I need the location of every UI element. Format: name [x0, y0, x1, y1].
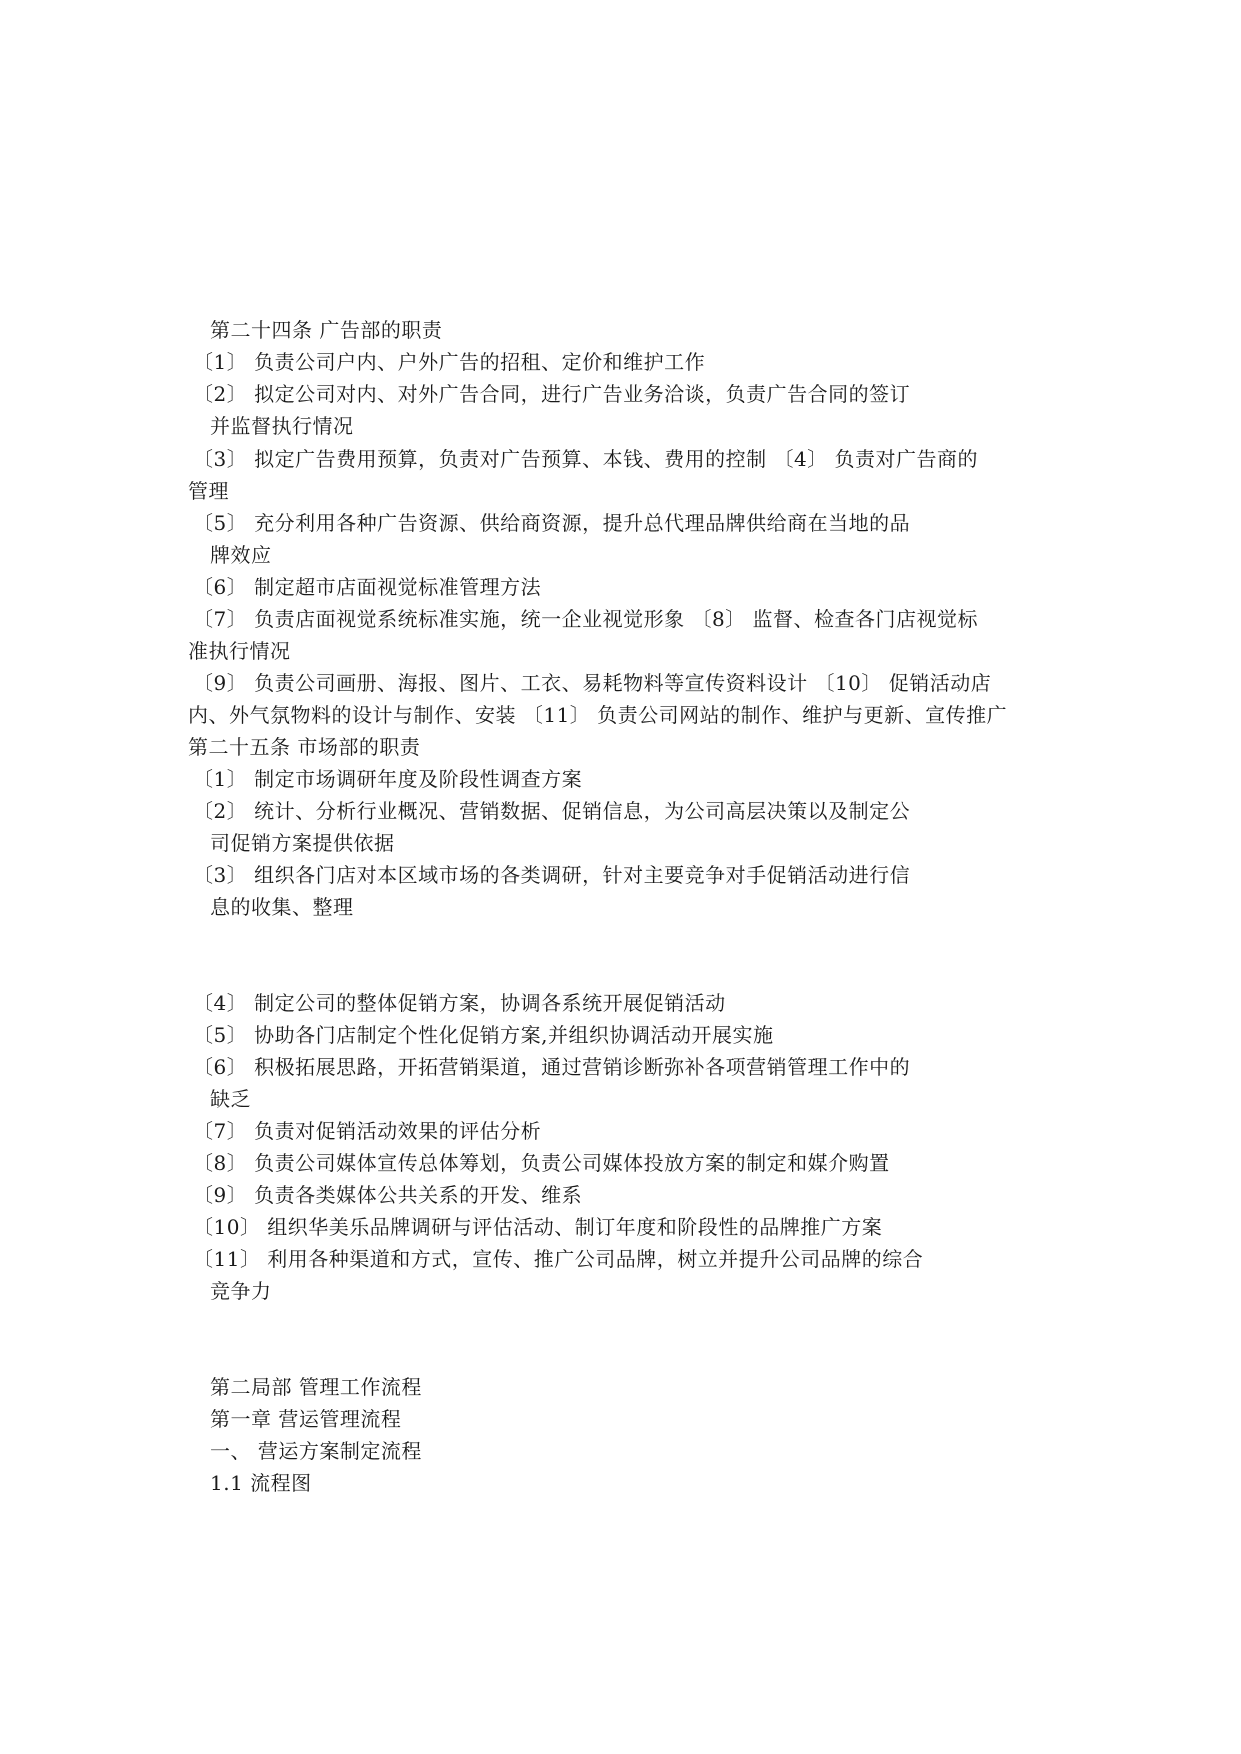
list-item: 〔10〕 组织华美乐品牌调研与评估活动、制订年度和阶段性的品牌推广方案 [193, 1215, 883, 1239]
article-25-heading: 第二十五条 市场部的职责 [188, 735, 421, 759]
list-item: 〔3〕 拟定广告费用预算，负责对广告预算、本钱、费用的控制 〔4〕 负责对广告商的 [193, 447, 979, 471]
list-item: 〔1〕 制定市场调研年度及阶段性调查方案 [193, 767, 583, 791]
list-item: 〔9〕 负责公司画册、海报、图片、工衣、易耗物料等宣传资料设计 〔10〕 促销活动店 [193, 671, 992, 695]
article-24-heading: 第二十四条 广告部的职责 [210, 318, 443, 342]
list-item: 〔11〕 利用各种渠道和方式，宣传、推广公司品牌，树立并提升公司品牌的综合 [193, 1247, 924, 1271]
list-item: 〔2〕 统计、分析行业概况、营销数据、促销信息，为公司高层决策以及制定公 [193, 799, 911, 823]
list-item-continuation: 竞争力 [210, 1279, 272, 1303]
list-item-continuation: 内、外气氛物料的设计与制作、安装 〔11〕 负责公司网站的制作、维护与更新、宣传推广 [188, 703, 1008, 727]
list-item: 〔2〕 拟定公司对内、对外广告合同，进行广告业务洽谈，负责广告合同的签订 [193, 382, 911, 406]
list-item: 〔3〕 组织各门店对本区域市场的各类调研，针对主要竞争对手促销活动进行信 [193, 863, 911, 887]
part-heading: 第二局部 管理工作流程 [210, 1375, 422, 1399]
chapter-heading: 第一章 营运管理流程 [210, 1407, 402, 1431]
list-item-continuation: 准执行情况 [188, 639, 291, 663]
list-item: 〔9〕 负责各类媒体公共关系的开发、维系 [193, 1183, 583, 1207]
list-item-continuation: 管理 [188, 479, 229, 503]
list-item: 〔1〕 负责公司户内、户外广告的招租、定价和维护工作 [193, 350, 706, 374]
list-item-continuation: 牌效应 [210, 543, 272, 567]
list-item-continuation: 息的收集、整理 [210, 895, 354, 919]
list-item: 〔6〕 积极拓展思路，开拓营销渠道，通过营销诊断弥补各项营销管理工作中的 [193, 1055, 911, 1079]
subsection-heading: 1.1 流程图 [210, 1471, 312, 1495]
list-item: 〔7〕 负责店面视觉系统标准实施，统一企业视觉形象 〔8〕 监督、检查各门店视觉标 [193, 607, 979, 631]
list-item: 〔8〕 负责公司媒体宣传总体筹划，负责公司媒体投放方案的制定和媒介购置 [193, 1151, 890, 1175]
list-item: 〔4〕 制定公司的整体促销方案，协调各系统开展促销活动 [193, 991, 726, 1015]
section-heading: 一、 营运方案制定流程 [210, 1439, 422, 1463]
list-item-continuation: 缺乏 [210, 1087, 251, 1111]
list-item-continuation: 司促销方案提供依据 [210, 831, 395, 855]
list-item: 〔5〕 充分利用各种广告资源、供给商资源，提升总代理品牌供给商在当地的品 [193, 511, 911, 535]
list-item: 〔7〕 负责对促销活动效果的评估分析 [193, 1119, 542, 1143]
list-item: 〔5〕 协助各门店制定个性化促销方案,并组织协调活动开展实施 [193, 1023, 774, 1047]
list-item: 〔6〕 制定超市店面视觉标准管理方法 [193, 575, 542, 599]
list-item-continuation: 并监督执行情况 [210, 414, 354, 438]
